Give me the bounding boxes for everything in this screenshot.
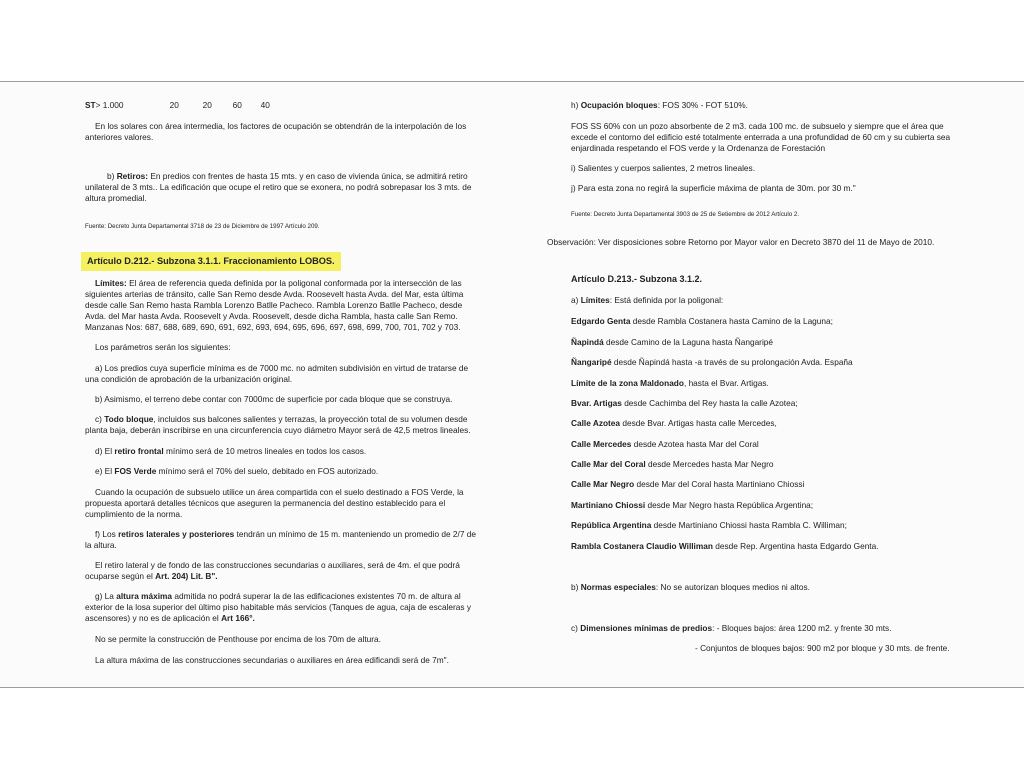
parametros-paragraph: Los parámetros serán los siguientes: xyxy=(95,342,231,352)
street-text: desde Ñapindá hasta -a través de su prolongación Avda. España xyxy=(611,357,853,367)
item-e-text: mínimo será el 70% del suelo, debitado en FOS autorizado. xyxy=(156,466,379,476)
limites-prefix: a) xyxy=(571,295,581,305)
article2-title: Artículo D.213.- Subzona 3.1.2. xyxy=(571,274,703,284)
normas-especiales xyxy=(571,582,957,593)
source-note-2: Fuente: Decreto Junta Departamental 3903 de 25 de Setiembre de 2012 Artículo 2. xyxy=(571,211,800,218)
retiros-text: En predios con frentes de hasta 15 mts. y en caso de vivienda única, se admitirá retiro unilateral de 3 mts.. La edificación que ocupe el retiro que se exonera, no podrá sobrepasar los 3 mts. de altura promedial. xyxy=(85,171,472,203)
item-e-label: FOS Verde xyxy=(114,466,157,476)
retiro-lateral-bold: Art. 204) Lit. B". xyxy=(155,571,218,581)
street-name: Calle Mercedes xyxy=(571,439,632,449)
item-g-bold: Art 166°. xyxy=(221,613,255,623)
retiros-label: Retiros: xyxy=(116,171,149,181)
item-d xyxy=(85,446,480,457)
street-name: Rambla Costanera Claudio Williman xyxy=(571,541,713,551)
dimensiones-prefix: c) xyxy=(571,623,581,633)
street-name: Límite de la zona Maldonado xyxy=(571,378,684,388)
item-g-label: altura máxima xyxy=(116,591,173,601)
item-c-prefix: c) xyxy=(95,414,105,424)
item-g xyxy=(85,591,480,624)
st-val: 20 xyxy=(202,100,212,110)
list-item xyxy=(571,378,957,389)
street-text: desde Martiniano Chiossi hasta Rambla C. Williman; xyxy=(651,520,847,530)
dimensiones-text: : - Bloques bajos: área 1200 m2. y frente 30 mts. xyxy=(712,623,892,633)
item-f xyxy=(85,529,480,551)
retiros-prefix: b) xyxy=(107,171,117,181)
observacion-paragraph: Observación: Ver disposiciones sobre Retorno por Mayor valor en Decreto 3870 del 11 de Mayo de 2010. xyxy=(547,237,935,247)
list-item xyxy=(571,418,957,429)
limites-label-2: Límites xyxy=(580,295,610,305)
normas-label: Normas especiales xyxy=(580,582,656,592)
street-name: Calle Mar Negro xyxy=(571,479,635,489)
fos-ss-paragraph: FOS SS 60% con un pozo absorbente de 2 m3. cada 100 mc. de subsuelo y siempre que el área que excede el contorno del edificio esté totalmente enterrada a una profundidad de 60 cm y su cubierta sea enjardinada respetando el FOS verde y la Ordenanza de Forestación xyxy=(571,121,951,153)
limites-text-2: : Está definida por la poligonal: xyxy=(609,295,724,305)
item-h-prefix: h) xyxy=(571,100,581,110)
penthouse-paragraph: No se permite la construcción de Penthouse por encima de los 70m de altura. xyxy=(95,634,381,644)
list-item xyxy=(571,398,957,409)
limites-label: Límites: xyxy=(95,278,127,288)
limites-paragraph xyxy=(85,278,480,333)
street-name: Calle Azotea xyxy=(571,418,621,428)
altura-secundarias-paragraph: La altura máxima de las construcciones secundarias o auxiliares en área edificandi será de 7m". xyxy=(95,655,449,665)
item-e xyxy=(85,466,480,477)
item-c-label: Todo bloque xyxy=(104,414,154,424)
item-f-prefix: f) Los xyxy=(95,529,119,539)
street-text: desde Mar del Coral hasta Martiniano Chiossi xyxy=(634,479,805,489)
street-name: República Argentina xyxy=(571,520,652,530)
item-g-text: admitida no podrá superar la de las edificaciones existentes 70 m. de altura al exterior de la losa superior del último piso habitable más servicios (Tanques de agua, caja de escaleras y ascensores) y no es de aplicación el xyxy=(85,591,472,623)
limites-text: El área de referencia queda definida por la poligonal conformada por la intersección de las siguientes arterias de tránsito, calle San Remo desde Avda. Roosevelt hasta Avda. del Mar, esta última desde calle San Remo hasta Rambla Lorenzo Batlle Pacheco. Rambla Lorenzo Batlle Pacheco, desde Avda. del Mar hasta Avda. Roosevelt y Avda. Roosevelt, desde dicha Rambla, hasta calle San Remo. Manzanas Nos: 687, 688, 689, 690, 691, 692, 693, 694, 695, 696, 697, 698, 699, 700, 701, 702 y 703. xyxy=(85,278,464,332)
street-text: , hasta el Bvar. Artigas. xyxy=(683,378,769,388)
document-page xyxy=(0,81,1024,688)
st-val: 20 xyxy=(169,100,179,110)
item-b: b) Asimismo, el terreno debe contar con 7000mc de superficie por cada bloque que se construya. xyxy=(95,394,453,404)
dimensiones-minimas xyxy=(571,623,957,634)
street-text: desde Rambla Costanera hasta Camino de la Laguna; xyxy=(630,316,833,326)
list-item xyxy=(571,316,957,327)
street-name: Calle Mar del Coral xyxy=(571,459,646,469)
retiro-lateral-text: El retiro lateral y de fondo de las construcciones secundarias o auxiliares, será de 4m. el que podrá ocuparse según el xyxy=(85,560,460,581)
list-item xyxy=(571,500,957,511)
list-item xyxy=(571,541,957,552)
street-text: desde Camino de la Laguna hasta Ñangaripé xyxy=(603,337,774,347)
limites-intro xyxy=(571,295,957,306)
street-text: desde Mercedes hasta Mar Negro xyxy=(645,459,774,469)
item-c xyxy=(85,414,480,436)
retiro-lateral-paragraph xyxy=(85,560,480,582)
st-text: > 1.000 xyxy=(95,100,124,110)
retiros-paragraph xyxy=(85,171,480,204)
street-text: desde Azotea hasta Mar del Coral xyxy=(631,439,759,449)
st-val: 60 xyxy=(232,100,242,110)
item-d-label: retiro frontal xyxy=(114,446,164,456)
street-text: desde Cachimba del Rey hasta la calle Azotea; xyxy=(621,398,798,408)
list-item xyxy=(571,439,957,450)
list-item xyxy=(571,357,957,368)
article-title xyxy=(81,252,480,271)
item-i: i) Salientes y cuerpos salientes, 2 metros lineales. xyxy=(571,163,756,173)
street-name: Bvar. Artigas xyxy=(571,398,622,408)
item-g-prefix: g) La xyxy=(95,591,117,601)
normas-text: : No se autorizan bloques medios ni altos. xyxy=(655,582,810,592)
street-text: desde Bvar. Artigas hasta calle Mercedes, xyxy=(620,418,777,428)
street-text: desde Mar Negro hasta República Argentina; xyxy=(645,500,814,510)
st-row xyxy=(85,100,480,111)
solares-paragraph: En los solares con área intermedia, los factores de ocupación se obtendrán de la interpolación de los anteriores valores. xyxy=(85,121,467,142)
normas-prefix: b) xyxy=(571,582,581,592)
street-name: Ñapindá xyxy=(571,337,604,347)
street-text: desde Rep. Argentina hasta Edgardo Genta. xyxy=(712,541,879,551)
item-f-text: tendrán un mínimo de 15 m. manteniendo un promedio de 2/7 de la altura. xyxy=(85,529,476,550)
street-name: Ñangaripé xyxy=(571,357,612,367)
st-val: 40 xyxy=(260,100,270,110)
list-item xyxy=(571,520,957,531)
item-h-text: : FOS 30% - FOT 510%. xyxy=(657,100,748,110)
dimensiones-label: Dimensiones mínimas de predios xyxy=(580,623,713,633)
item-h xyxy=(571,100,957,111)
list-item xyxy=(571,479,957,490)
list-item xyxy=(571,459,957,470)
article-title-highlight: Artículo D.212.- Subzona 3.1.1. Fraccionamiento LOBOS. xyxy=(81,252,341,271)
item-d-prefix: d) El xyxy=(95,446,115,456)
item-h-label: Ocupación bloques xyxy=(580,100,658,110)
cuando-paragraph: Cuando la ocupación de subsuelo utilice un área compartida con el suelo destinado a FOS Verde, la propuesta aportará detalles técnicos que aseguren la permanencia del destino establecido para el cumplimiento de la norma. xyxy=(85,487,464,519)
item-a: a) Los predios cuya superficie mínima es de 7000 mc. no admiten subdivisión en virtud de tratarse de una condición de aprobación de la urbanización original. xyxy=(85,363,469,384)
dimensiones-conjuntos: - Conjuntos de bloques bajos: 900 m2 por bloque y 30 mts. de frente. xyxy=(695,643,950,653)
item-e-prefix: e) El xyxy=(95,466,115,476)
item-d-text: mínimo será de 10 metros lineales en todos los casos. xyxy=(163,446,367,456)
st-label: ST xyxy=(85,100,96,110)
item-f-label: retiros laterales y posteriores xyxy=(118,529,235,539)
list-item xyxy=(571,337,957,348)
street-name: Edgardo Genta xyxy=(571,316,631,326)
street-name: Martiniano Chiossi xyxy=(571,500,646,510)
item-j: j) Para esta zona no regirá la superficie máxima de planta de 30m. por 30 m." xyxy=(571,183,856,193)
item-c-text: , incluidos sus balcones salientes y terrazas, la proyección total de su volumen desde planta baja, deberán inscribirse en una circunferencia cuyo diámetro Mayor será de 42,5 metros lineales. xyxy=(85,414,471,435)
source-note: Fuente: Decreto Junta Departamental 3718 de 23 de Diciembre de 1997 Artículo 209. xyxy=(85,223,320,230)
